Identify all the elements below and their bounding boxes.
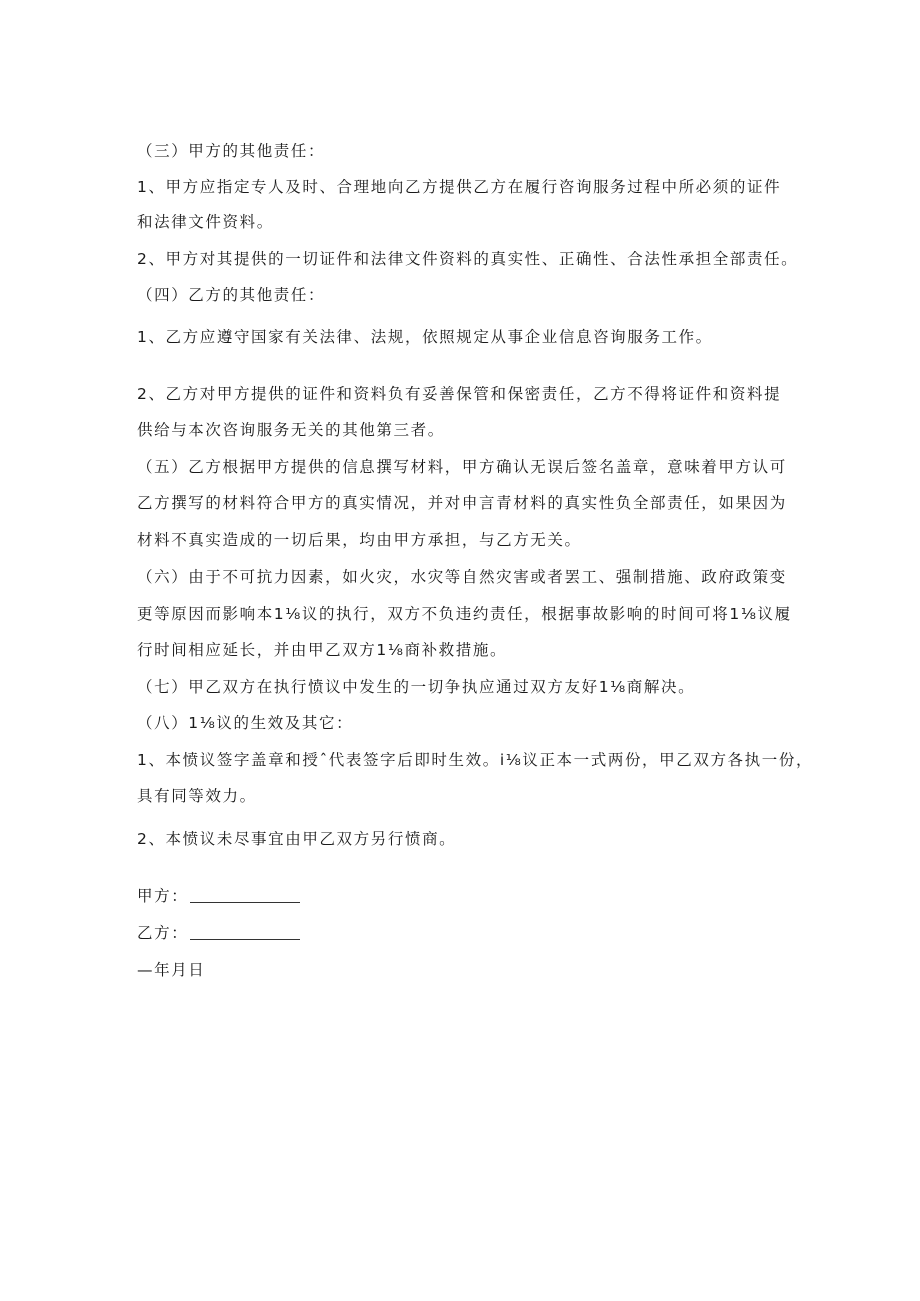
section-6-line-2: 更等原因而影响本1⅛议的执行，双方不负违约责任，根据事故影响的时间可将1⅛议履 (137, 605, 792, 623)
section-5-line-1: （五）乙方根据甲方提供的信息撰写材料，甲方确认无误后签名盖章，意味着甲方认可 (137, 458, 787, 476)
clause-8-2: 2、本愤议未尽事宜由甲乙双方另行愤商。 (137, 830, 457, 848)
party-b-label: 乙方： (137, 924, 189, 942)
clause-8-1-line-2: 具有同等效力。 (137, 787, 257, 805)
section-3-heading: （三）甲方的其他责任： (137, 142, 326, 160)
clause-4-2-line-2: 供给与本次咨询服务无关的其他第三者。 (137, 421, 445, 439)
section-8-heading: （八）1⅛议的生效及其它： (137, 714, 354, 732)
party-b-signature-line (190, 939, 300, 940)
section-5-line-2: 乙方撰写的材料符合甲方的真实情况，并对申言青材料的真实性负全部责任，如果因为 (137, 494, 787, 512)
clause-4-1: 1、乙方应遵守国家有关法律、法规，依照规定从事企业信息咨询服务工作。 (137, 328, 713, 346)
clause-3-1-line-1: 1、甲方应指定专人及时、合理地向乙方提供乙方在履行咨询服务过程中所必须的证件 (137, 178, 782, 196)
clause-3-1-line-2: 和法律文件资料。 (137, 213, 274, 231)
clause-8-1-line-1: 1、本愤议签字盖章和授ˆ代表签字后即时生效。i⅛议正本一式两份，甲乙双方各执一份， (137, 751, 814, 769)
clause-3-2: 2、甲方对其提供的一切证件和法律文件资料的真实性、正确性、合法性承担全部责任。 (137, 250, 799, 268)
section-5-line-3: 材料不真实造成的一切后果，均由甲方承担，与乙方无关。 (137, 531, 582, 549)
party-a-signature-line (190, 902, 300, 903)
section-4-heading: （四）乙方的其他责任： (137, 286, 326, 304)
section-6-line-3: 行时间相应延长，并由甲乙双方1⅛商补救措施。 (137, 641, 508, 659)
section-6-line-1: （六）由于不可抗力因素，如火灾，水灾等自然灾害或者罢工、强制措施、政府政策变 (137, 568, 787, 586)
date-line: —年月日 (137, 961, 206, 979)
section-7: （七）甲乙双方在执行愤议中发生的一切争执应通过双方友好1⅛商解决。 (137, 678, 696, 696)
clause-4-2-line-1: 2、乙方对甲方提供的证件和资料负有妥善保管和保密责任，乙方不得将证件和资料提 (137, 385, 782, 403)
party-a-label: 甲方： (137, 887, 189, 905)
